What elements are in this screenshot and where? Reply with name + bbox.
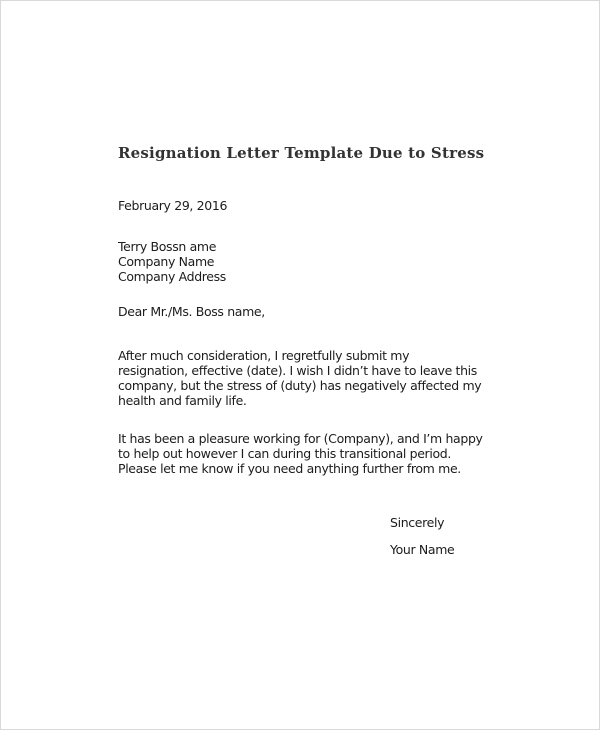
recipient-name: Terry Bossn ame: [118, 239, 217, 254]
letter-content: [1, 143, 599, 557]
paragraph-line: company, but the stress of (duty) has negatively affected my: [118, 378, 482, 393]
recipient-address: Company Address: [118, 269, 226, 284]
recipient-company: Company Name: [118, 254, 215, 269]
recipient-block: [118, 239, 579, 284]
valediction: Sincerely: [390, 515, 445, 530]
body-paragraph-2: [118, 431, 579, 476]
paragraph-line: It has been a pleasure working for (Company), and I’m happy: [118, 431, 483, 446]
letter-date: February 29, 2016: [118, 198, 228, 213]
paragraph-line: resignation, effective (date). I wish I didn’t have to leave this: [118, 363, 477, 378]
closing-block: [390, 515, 579, 557]
paragraph-line: to help out however I can during this transitional period.: [118, 446, 451, 461]
paragraph-line: After much consideration, I regretfully submit my: [118, 348, 410, 363]
salutation: Dear Mr./Ms. Boss name,: [118, 304, 265, 319]
signature-name: Your Name: [390, 542, 455, 557]
letter-title: Resignation Letter Template Due to Stress: [118, 144, 485, 162]
body-paragraph-1: [118, 348, 579, 408]
paragraph-line: Please let me know if you need anything further from me.: [118, 461, 461, 476]
paragraph-line: health and family life.: [118, 393, 247, 408]
